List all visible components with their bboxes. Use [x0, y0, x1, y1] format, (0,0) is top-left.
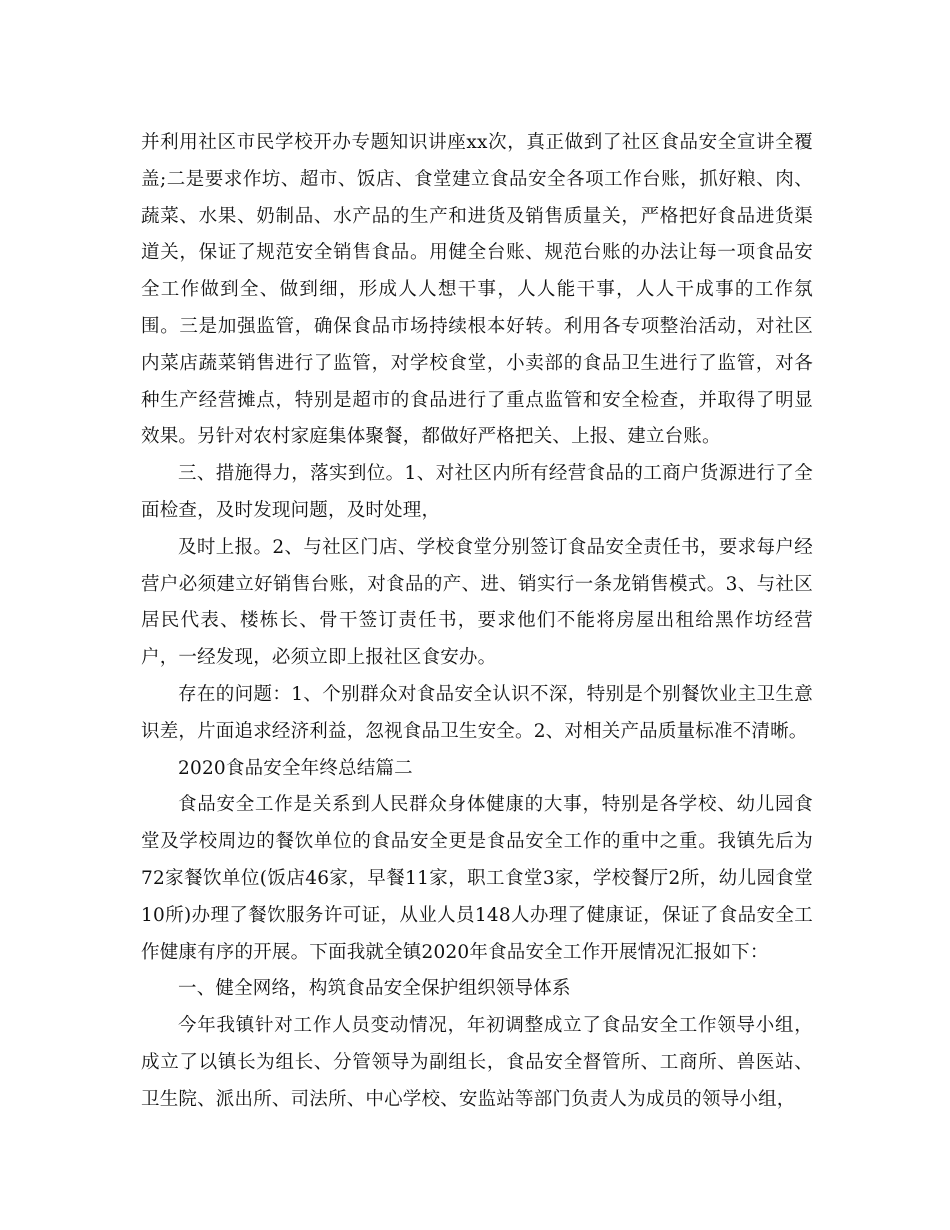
section-heading-part-two: 2020食品安全年终总结篇二	[178, 757, 413, 779]
paragraph-1: 并利用社区市民学校开办专题知识讲座xx次，真正做到了社区食品安全宣讲全覆盖;二是要求作坊、超市、饭店、食堂建立食品安全各项工作台账，抓好粮、肉、蔬菜、水果、奶制品、水产品的生产和进货及销售质量关，严格把好食品进货渠道关，保证了规范安全销售食品。用健全台账、规范台账的办法让每一项食品安全工作做到全、做到细，形成人人想干事，人人能干事，人人干成事的工作氛围。三是加强监管，确保食品市场持续根本好转。利用各专项整治活动，对社区内菜店蔬菜销售进行了监管，对学校食堂，小卖部的食品卫生进行了监管，对各种生产经营摊点，特别是超市的食品进行了重点监管和安全检查，并取得了明显效果。另针对农村家庭集体聚餐，都做好严格把关、上报、建立台账。	[141, 132, 813, 448]
paragraph-3: 及时上报。2、与社区门店、学校食堂分别签订食品安全责任书，要求每户经营户必须建立好销售台账，对食品的产、进、销实行一条龙销售模式。3、与社区居民代表、楼栋长、骨干签订责任书，要求他们不能将房屋出租给黑作坊经营户，一经发现，必须立即上报社区食安办。	[141, 536, 813, 669]
paragraph-4: 存在的问题：1、个别群众对食品安全认识不深，特别是个别餐饮业主卫生意识差，片面追求经济利益，忽视食品卫生安全。2、对相关产品质量标准不清晰。	[141, 683, 813, 742]
paragraph-6: 食品安全工作是关系到人民群众身体健康的大事，特别是各学校、幼儿园食堂及学校周边的餐饮单位的食品安全更是食品安全工作的重中之重。我镇先后为72家餐饮单位(饭店46家，早餐11家，职工食堂3家，学校餐厅2所，幼儿园食堂10所)办理了餐饮服务许可证，从业人员148人办理了健康证，保证了食品安全工作健康有序的开展。下面我就全镇2020年食品安全工作开展情况汇报如下：	[141, 794, 813, 963]
paragraph-2: 三、措施得力，落实到位。1、对社区内所有经营食品的工商户货源进行了全面检查，及时发现问题，及时处理，	[141, 463, 813, 521]
paragraph-8: 今年我镇针对工作人员变动情况，年初调整成立了食品安全工作领导小组，成立了以镇长为组长、分管领导为副组长，食品安全督管所、工商所、兽医站、卫生院、派出所、司法所、中心学校、安监站等部门负责人为成员的领导小组，	[141, 1015, 813, 1110]
document-body	[141, 125, 813, 1119]
section-heading-network: 一、健全网络，构筑食品安全保护组织领导体系	[178, 978, 571, 1000]
